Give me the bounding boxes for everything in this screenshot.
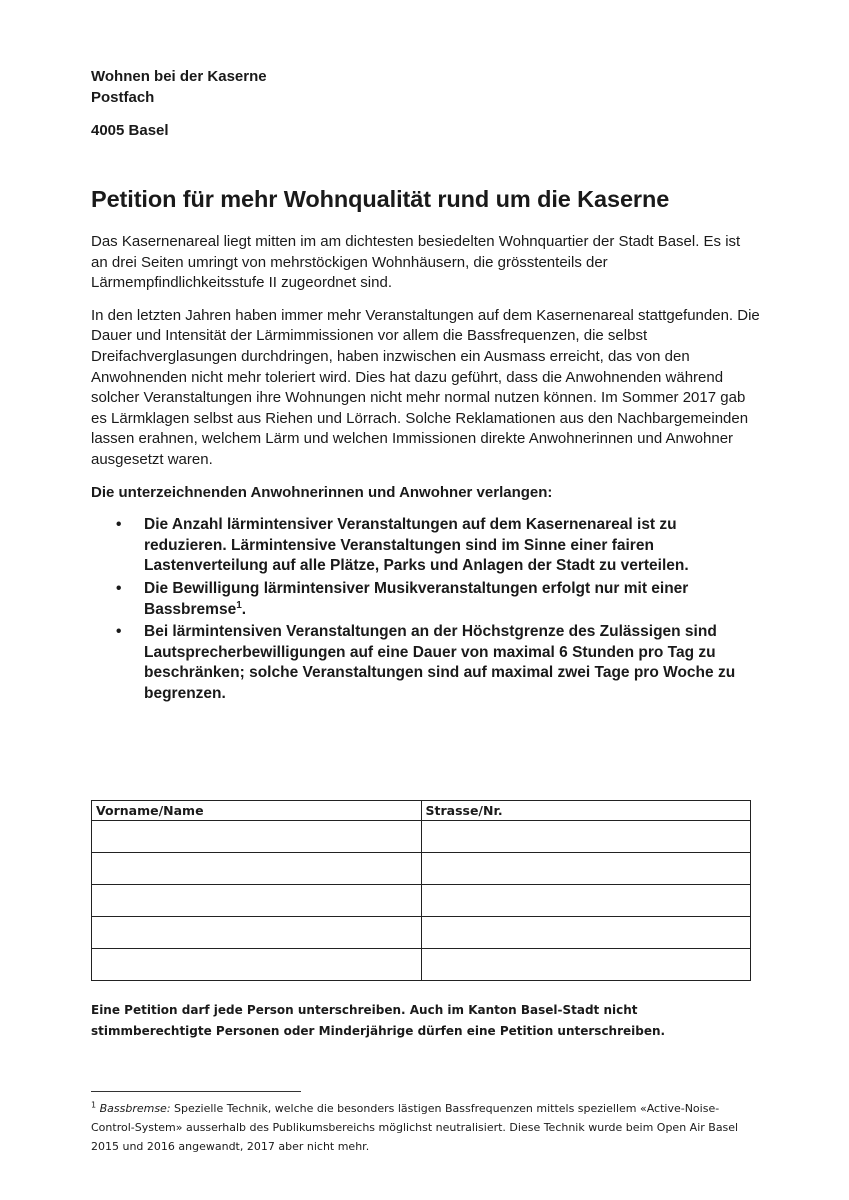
demands-heading: Die unterzeichnenden Anwohnerinnen und Anwohner verlangen:	[91, 483, 553, 501]
bullet-icon: •	[116, 579, 122, 597]
name-cell[interactable]	[92, 885, 422, 917]
demand-text-2: Die Bewilligung lärmintensiver Musikveranstaltungen erfolgt nur mit einer Bassbremse	[144, 579, 689, 618]
footnote-reference[interactable]: 1	[236, 599, 242, 611]
footnote-term: Bassbremse:	[99, 1102, 171, 1115]
column-header-street: Strasse/Nr.	[421, 801, 751, 821]
footnote-text: Spezielle Technik, welche die besonders lästigen Bassfrequenzen mittels speziellem «Active-Noise-Control-System» ausserhalb des Publikumsbereichs möglichst neutralisiert. Diese Technik wurde beim Open Air Basel 2015 und 2016 angewandt, 2017 aber nicht mehr.	[91, 1102, 739, 1153]
name-cell[interactable]	[92, 853, 422, 885]
demand-text-3: Bei lärmintensiven Veranstaltungen an der Höchstgrenze des Zulässigen sind Lautsprecherbewilligungen auf eine Dauer von maximal 6 Stunden pro Tag zu beschränken; solche Veranstaltungen sind auf maximal zwei Tage pro Woche zu begrenzen.	[144, 623, 736, 702]
signature-row	[92, 949, 751, 981]
eligibility-note: Eine Petition darf jede Person unterschreiben. Auch im Kanton Basel-Stadt nicht stimmberechtigte Personen oder Minderjährige dürfen eine Petition unterschreiben.	[91, 1003, 666, 1038]
page-title: Petition für mehr Wohnqualität rund um die Kaserne	[91, 186, 670, 212]
name-cell[interactable]	[92, 821, 422, 853]
name-cell[interactable]	[92, 949, 422, 981]
street-cell[interactable]	[421, 949, 751, 981]
signature-row	[92, 853, 751, 885]
demand-text-2-suffix: .	[241, 600, 247, 618]
street-cell[interactable]	[421, 917, 751, 949]
demand-item-3	[116, 622, 761, 704]
address-line-2: Postfach	[91, 89, 155, 106]
signature-table-header	[92, 801, 751, 821]
column-header-name: Vorname/Name	[92, 801, 422, 821]
sender-address	[91, 66, 267, 141]
footnote-marker: 1	[91, 1100, 97, 1110]
name-cell[interactable]	[92, 917, 422, 949]
address-line-1: Wohnen bei der Kaserne	[91, 68, 267, 85]
bullet-icon: •	[116, 516, 122, 534]
street-cell[interactable]	[421, 853, 751, 885]
demand-text-1: Die Anzahl lärmintensiver Veranstaltungen auf dem Kasernenareal ist zu reduzieren. Lärmintensive Veranstaltungen sind im Sinne einer fairen Lastenverteilung auf alle Plätze, Parks und Anlagen der Stadt zu verteilen.	[144, 516, 689, 575]
signature-row	[92, 821, 751, 853]
demands-list	[91, 515, 761, 704]
paragraph-intro: Das Kasernenareal liegt mitten im am dichtesten besiedelten Wohnquartier der Stadt Basel. Es ist an drei Seiten umringt von mehrstöckigen Wohnhäusern, die grösstenteils der Lärmempfindlichkeitsstufe II zugeordnet sind.	[91, 233, 741, 292]
demand-item-1	[116, 515, 761, 577]
signature-table	[91, 800, 751, 981]
footnote-divider	[91, 1091, 301, 1092]
paragraph-background: In den letzten Jahren haben immer mehr Veranstaltungen auf dem Kasernenareal stattgefunden. Die Dauer und Intensität der Lärmimmissionen vor allem die Bassfrequenzen, die selbst Dreifachverglasungen durchdringen, haben inzwischen ein Ausmass erreicht, das von den Anwohnenden nicht mehr toleriert wird. Dies hat dazu geführt, dass die Anwohnenden während solcher Veranstaltungen ihre Wohnungen nicht mehr normal nutzen können. Im Sommer 2017 gab es Lärmklagen selbst aus Riehen und Lörrach. Solche Reklamationen aus den Nachbargemeinden lassen erahnen, welchem Lärm und welchen Immissionen direkte Anwohnerinnen und Anwohner ausgesetzt waren.	[91, 306, 760, 468]
petition-body	[91, 232, 761, 706]
demand-item-2	[116, 579, 761, 620]
address-city: 4005 Basel	[91, 122, 169, 139]
bullet-icon: •	[116, 623, 122, 641]
signature-row	[92, 885, 751, 917]
footnote	[91, 1099, 761, 1156]
street-cell[interactable]	[421, 821, 751, 853]
street-cell[interactable]	[421, 885, 751, 917]
signature-row	[92, 917, 751, 949]
